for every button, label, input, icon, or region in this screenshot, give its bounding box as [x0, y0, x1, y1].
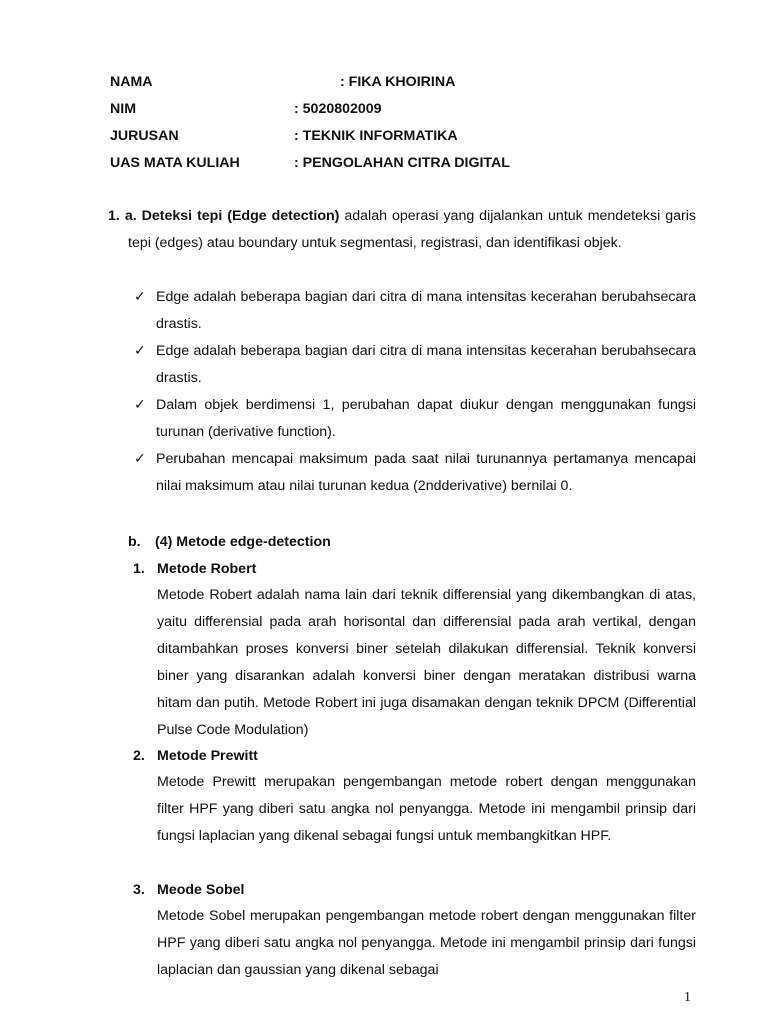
checklist — [134, 284, 696, 500]
page-number: 1 — [684, 990, 691, 1005]
header-label: JURUSAN — [110, 128, 179, 144]
list-item — [134, 392, 696, 446]
part-b-marker: b. — [128, 534, 141, 550]
method-title: Meode Sobel — [157, 882, 245, 898]
question-1-part-a — [108, 203, 696, 257]
method-heading — [133, 877, 696, 903]
method-body: Metode Sobel merupakan pengembangan metode robert dengan menggunakan filter HPF yang diberi satu angka nol penyangga. Metode ini mengambil prinsip dari fungsi laplacian dan gaussian yang dikenal sebagai — [157, 908, 696, 978]
method-heading — [133, 743, 696, 769]
list-item-text: Edge adalah beberapa bagian dari citra di mana intensitas kecerahan berubahsecara drastis. — [156, 343, 696, 386]
term-edge-detection: Deteksi tepi (Edge detection) — [141, 208, 340, 224]
method-title: Metode Prewitt — [157, 748, 258, 764]
part-b-heading — [128, 530, 331, 554]
method-robert — [133, 556, 696, 744]
header-value: : PENGOLAHAN CITRA DIGITAL — [294, 155, 510, 171]
check-icon: ✓ — [134, 451, 146, 467]
header-label: NAMA — [110, 74, 153, 90]
method-prewitt — [133, 743, 696, 850]
header-value: : FIKA KHOIRINA — [340, 74, 456, 90]
list-item-text: Edge adalah beberapa bagian dari citra di mana intensitas kecerahan berubahsecara drastis. — [156, 289, 696, 332]
check-icon: ✓ — [134, 343, 146, 359]
list-item-text: Perubahan mencapai maksimum pada saat nilai turunannya pertamanya mencapai nilai maksimum atau nilai turunan kedua (2ndderivative) bernilai 0. — [156, 451, 696, 494]
header-value: : TEKNIK INFORMATIKA — [294, 128, 458, 144]
header-value: : 5020802009 — [294, 101, 382, 117]
question-1-paragraph — [108, 203, 696, 257]
header-label: UAS MATA KULIAH — [110, 155, 240, 171]
check-icon: ✓ — [134, 397, 146, 413]
part-a-marker: a. — [124, 208, 137, 224]
list-item-text: Dalam objek berdimensi 1, perubahan dapat diukur dengan menggunakan fungsi turunan (derivative function). — [156, 397, 696, 440]
method-body: Metode Robert adalah nama lain dari teknik differensial yang dikembangkan di atas, yaitu differensial pada arah horisontal dan differensial pada arah vertikal, dengan ditambahkan proses konversi biner setelah dilakukan differensial. Teknik konversi biner yang disarankan adalah konversi biner dengan meratakan distribusi warna hitam dan putih. Metode Robert ini juga disamakan dengan teknik DPCM (Differential Pulse Code Modulation) — [157, 587, 696, 738]
method-number: 3. — [133, 882, 145, 898]
list-item — [134, 338, 696, 392]
method-title: Metode Robert — [157, 561, 257, 577]
method-body: Metode Prewitt merupakan pengembangan metode robert dengan menggunakan filter HPF yang diberi satu angka nol penyangga. Metode ini mengambil prinsip dari fungsi laplacian yang dikenal sebagai fungsi untuk membangkitkan HPF. — [157, 774, 696, 844]
method-heading — [133, 556, 696, 582]
part-b-title: (4) Metode edge-detection — [155, 534, 331, 550]
method-number: 1. — [133, 561, 145, 577]
list-item — [134, 284, 696, 338]
header-label: NIM — [110, 101, 137, 117]
method-number: 2. — [133, 748, 145, 764]
question-number: 1. — [108, 208, 120, 224]
method-sobel — [133, 877, 696, 984]
check-icon: ✓ — [134, 289, 146, 305]
list-item — [134, 446, 696, 500]
definition-text: adalah operasi yang dijalankan untuk mendeteksi garis tepi (edges) atau boundary untuk segmentasi, registrasi, dan identifikasi objek. — [128, 208, 696, 251]
